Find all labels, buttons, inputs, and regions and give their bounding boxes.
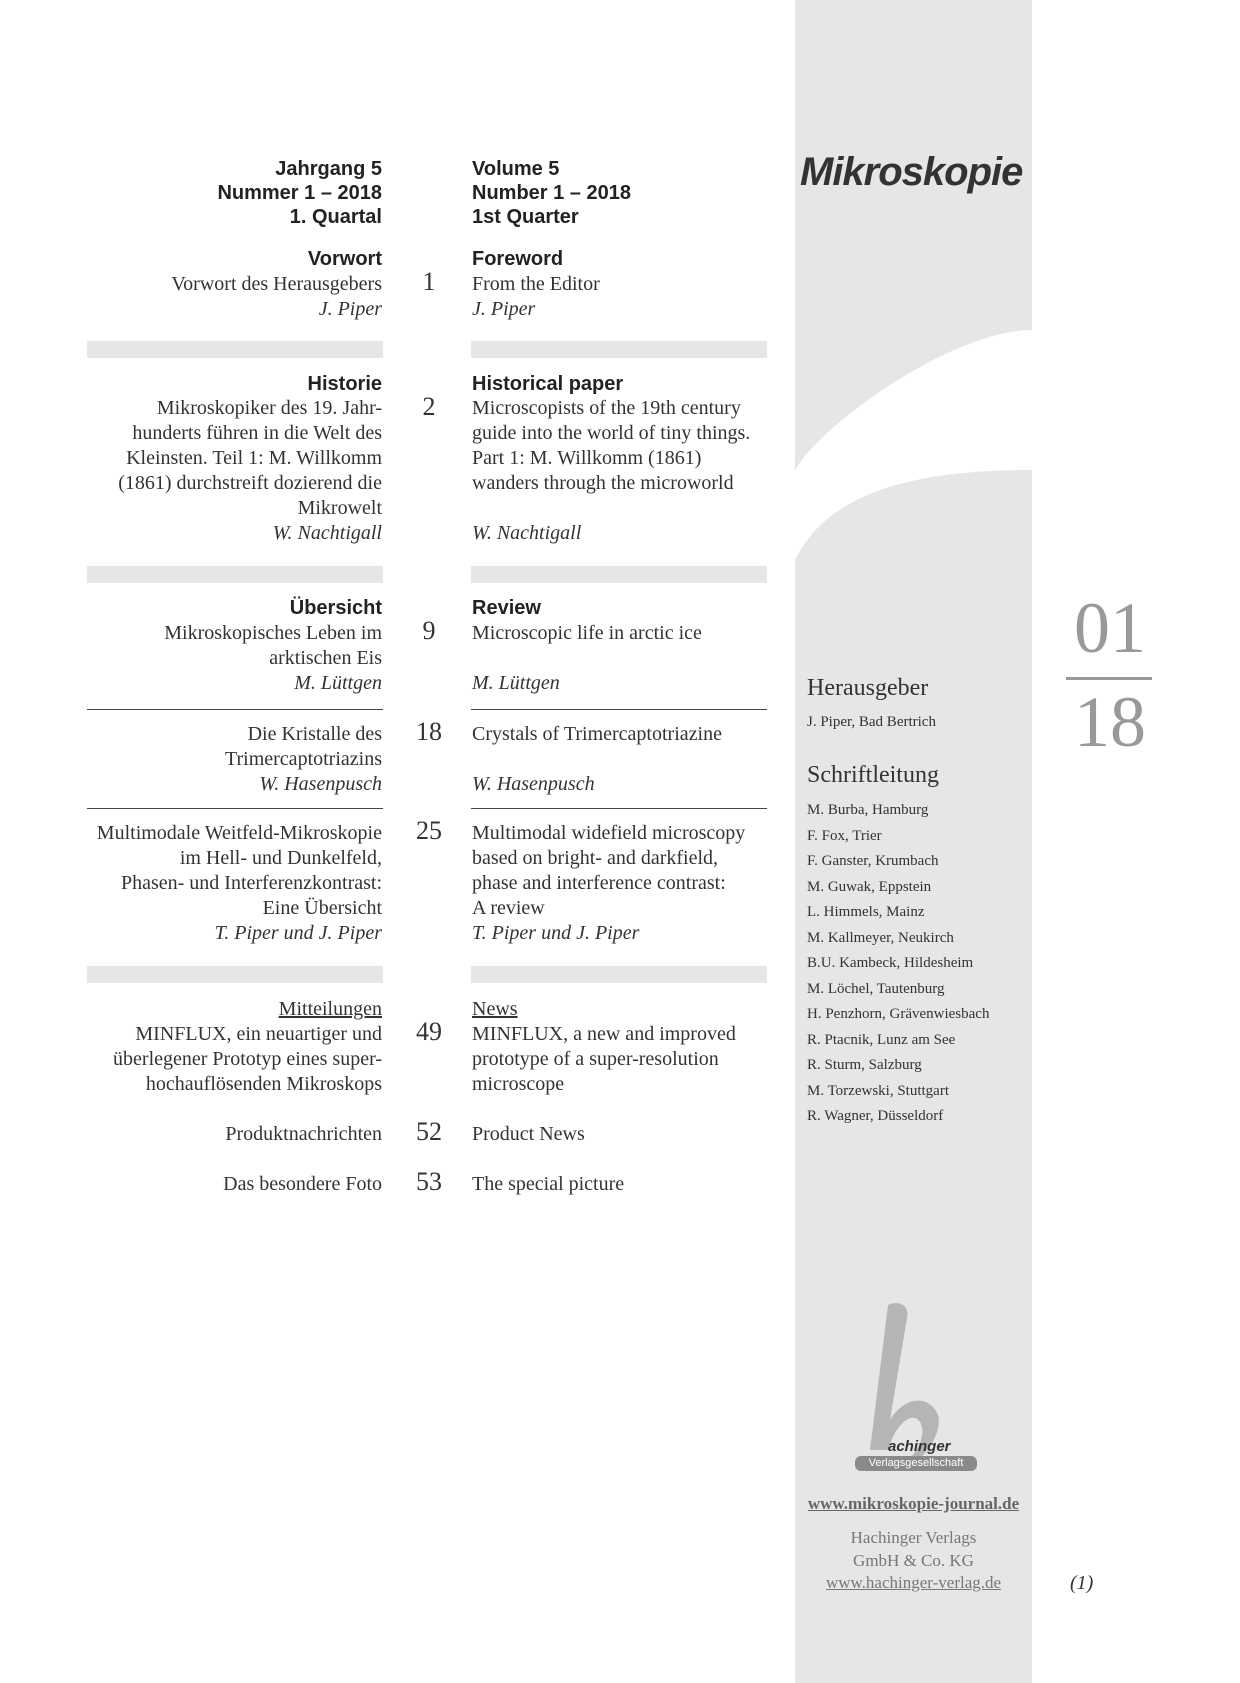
divider-bar [87,566,383,583]
toc-de-title[interactable]: Multimodale Weitfeld-Mikroskopie im Hell- und Dunkelfeld, Phasen- und Interferenzkontrast: Eine Übersicht [96,822,382,919]
toc-de-author: W. Nachtigall [272,522,382,544]
divider-line [471,808,767,809]
divider-line [471,709,767,710]
section-de-news[interactable]: Mitteilungen [278,998,382,1020]
toc-de-author: T. Piper und J. Piper [214,922,382,944]
editor-item: R. Sturm, Salzburg [807,1057,922,1073]
toc-en-author: M. Lüttgen [472,672,560,694]
toc-en-title[interactable]: The special picture [472,1173,625,1195]
toc-en-author: J. Piper [472,298,536,320]
publisher-heading: Herausgeber [807,675,929,701]
divider-bar [87,966,383,983]
toc-en-title[interactable]: From the Editor [472,273,600,295]
toc-en-title[interactable]: MINFLUX, a new and improved prototype of a super-resolution microscope [472,1023,736,1095]
brand-sub: Verlagsgesellschaft [855,1456,977,1471]
editor-item: F. Ganster, Krumbach [807,853,939,869]
editor-item: R. Wagner, Düsseldorf [807,1108,944,1124]
section-de-historical: Historie [307,373,382,395]
toc-en-author: W. Nachtigall [472,522,582,544]
divider-line [87,709,383,710]
header-en: Volume 5 Number 1 – 2018 1st Quarter [472,158,631,228]
toc-en-title[interactable]: Product News [472,1123,585,1145]
section-de-foreword: Vorwort [307,248,382,270]
toc-de-title[interactable]: Vorwort des Herausgebers [171,273,382,295]
toc-page-number: 2 [422,392,436,421]
toc-de-title[interactable]: Die Kristalle des Trimercaptotriazins [224,723,382,770]
toc-en-author: T. Piper und J. Piper [472,922,640,944]
divider-bar [471,966,767,983]
toc-de-title[interactable]: Produktnachrichten [225,1123,382,1145]
toc-en-title[interactable]: Microscopic life in arctic ice [472,622,702,644]
editor-item: M. Torzewski, Stuttgart [807,1082,949,1099]
publisher-link[interactable]: www.hachinger-verlag.de [825,1573,1002,1592]
toc-de-author: W. Hasenpusch [259,773,382,795]
journal-logo: Mikroskopie [800,150,1023,194]
section-en-historical: Historical paper [472,373,624,395]
toc-de-title[interactable]: MINFLUX, ein neuartiger und überlegener Prototyp eines super- hochauflösenden Mikroskops [113,1023,382,1095]
editor-item: M. Guwak, Eppstein [807,878,932,895]
section-en-foreword: Foreword [472,248,564,270]
toc-page-number: 25 [416,816,442,845]
publisher-company: Hachinger Verlags GmbH & Co. KG [850,1528,977,1570]
toc-en-title[interactable]: Crystals of Trimercaptotriazine [472,723,722,745]
toc-page-number: 1 [422,267,436,296]
section-en-news[interactable]: News [472,998,518,1020]
toc-page-number: 52 [416,1117,442,1146]
editor-item: M. Löchel, Tautenburg [807,980,945,997]
editors-list [807,798,989,1130]
editor-item: L. Himmels, Mainz [807,904,925,920]
toc-page-number: 9 [422,616,436,645]
toc-en-author: W. Hasenpusch [472,773,595,795]
toc-en-title[interactable]: Multimodal widefield microscopy based on bright- and darkfield, phase and interference contrast: A review [472,822,746,919]
divider-bar [87,341,383,358]
editor-item: R. Ptacnik, Lunz am See [807,1031,956,1048]
toc-de-title[interactable]: Mikroskopiker des 19. Jahr- hunderts führen in die Welt des Kleinsten. Teil 1: M. Willkomm (1861) durchstreift dozierend die Mikrowelt [118,397,382,519]
toc-de-author: J. Piper [318,298,382,320]
publisher-name: J. Piper, Bad Bertrich [807,714,936,730]
header-de: Jahrgang 5 Nummer 1 – 2018 1. Quartal [217,158,382,228]
brand-name: achinger [888,1438,951,1455]
editorial-heading: Schriftleitung [807,762,939,788]
issue-number-top: 01 [1074,588,1146,668]
toc-page-number: 49 [416,1017,442,1046]
section-en-review: Review [472,597,541,619]
divider-line [87,808,383,809]
toc-de-title[interactable]: Das besondere Foto [223,1173,382,1195]
page-number: (1) [1070,1572,1094,1594]
divider-bar [471,566,767,583]
divider-bar [471,341,767,358]
issue-divider [1066,677,1152,680]
toc-en-title[interactable]: Microscopists of the 19th century guide into the world of tiny things. Part 1: M. Willkomm (1861) wanders through the microworld [472,397,751,494]
editor-item: H. Penzhorn, Grävenwiesbach [807,1006,990,1022]
toc-page-number: 18 [416,717,442,746]
toc-de-author: M. Lüttgen [294,672,382,694]
issue-number-bottom: 18 [1074,682,1146,762]
publisher-logo [850,1300,980,1475]
journal-link[interactable]: www.mikroskopie-journal.de [807,1494,1020,1513]
toc-de-title[interactable]: Mikroskopisches Leben im arktischen Eis [164,622,382,669]
toc-page-number: 53 [416,1167,442,1196]
editor-item: B.U. Kambeck, Hildesheim [807,955,974,971]
editor-item: F. Fox, Trier [807,827,882,844]
section-de-review: Übersicht [289,597,382,619]
editor-item: M. Burba, Hamburg [807,802,929,818]
editor-item: M. Kallmeyer, Neukirch [807,929,954,946]
